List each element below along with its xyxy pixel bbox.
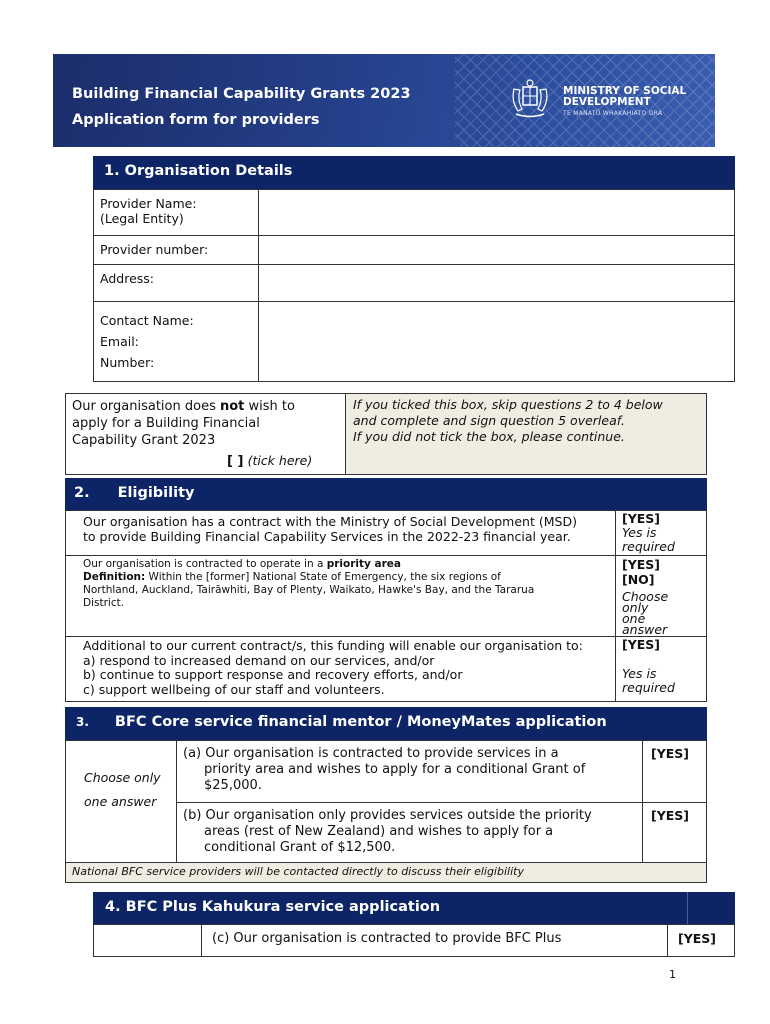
ministry-logo-text: MINISTRY OF SOCIAL DEVELOPMENT: [563, 85, 687, 108]
option-c-yes[interactable]: [YES]: [668, 925, 735, 957]
contact-field[interactable]: [259, 302, 735, 382]
option-a-yes[interactable]: [YES]: [643, 741, 707, 803]
provider-name-field[interactable]: [259, 190, 735, 236]
opt-out-box: [65, 393, 707, 475]
opt-out-statement: Our organisation does not wish to apply for a Building Financial Capability Grant 2023 [ ] (tick here): [66, 394, 346, 475]
eligibility-row-3-answer[interactable]: [YES] Yes is required: [616, 637, 707, 702]
page-number: 1: [669, 968, 676, 981]
section-1-header: 1. Organisation Details: [93, 156, 735, 189]
eligibility-row-2: Our organisation is contracted to operate in a priority area Definition: Within the [former] National State of Emergency, the six regions of Northland, Auckland, Tairāwhiti, Bay of Plenty, Waikato, Hawke's Bay, and the Tararua District.: [66, 556, 616, 637]
bfc-plus-table: [93, 924, 735, 957]
eligibility-row-1: Our organisation has a contract with the Ministry of Social Development (MSD) to provide Building Financial Capability Services in the 2022-23 financial year.: [66, 511, 616, 556]
coat-of-arms-icon: [508, 79, 552, 119]
section-4-header: 4. BFC Plus Kahukura service application: [93, 892, 735, 924]
address-field[interactable]: [259, 265, 735, 302]
address-label: Address:: [94, 265, 259, 302]
opt-out-note: If you ticked this box, skip questions 2 to 4 below and complete and sign question 5 overleaf. If you did not tick the box, please continue.: [346, 394, 707, 475]
provider-name-label: Provider Name: (Legal Entity): [94, 190, 259, 236]
core-service-table: [65, 740, 707, 883]
form-title: Building Financial Capability Grants 2023: [72, 86, 411, 102]
option-c: (c) Our organisation is contracted to provide BFC Plus: [202, 925, 668, 957]
form-subtitle: Application form for providers: [72, 112, 320, 128]
contact-labels: Contact Name: Email: Number:: [94, 302, 259, 382]
organisation-details-table: [93, 189, 735, 382]
provider-number-field[interactable]: [259, 236, 735, 265]
eligibility-row-3: Additional to our current contract/s, this funding will enable our organisation to: a) respond to increased demand on our services, and/or b) continue to support response and recovery efforts, and/or c) support wellbeing of our staff and volunteers.: [66, 637, 616, 702]
option-b-yes[interactable]: [YES]: [643, 803, 707, 863]
opt-out-checkbox[interactable]: [ ]: [227, 454, 244, 469]
tick-here-label: (tick here): [247, 453, 313, 468]
section-2-header: 2. Eligibility: [65, 478, 707, 510]
eligibility-table: [65, 510, 707, 702]
ministry-maori-name: TE MANATŪ WHAKAHIATO ORA: [563, 110, 663, 117]
section-3-header: 3. BFC Core service financial mentor / MoneyMates application: [65, 707, 707, 740]
header-banner: [53, 54, 715, 147]
eligibility-row-1-answer[interactable]: [YES] Yes is required: [616, 511, 707, 556]
provider-number-label: Provider number:: [94, 236, 259, 265]
bfc-plus-blank: [94, 925, 202, 957]
national-providers-footnote: National BFC service providers will be contacted directly to discuss their eligibility: [66, 863, 707, 883]
option-b: (b) Our organisation only provides services outside the priority areas (rest of New Zealand) and wishes to apply for a conditional Grant of $12,500.: [177, 803, 643, 863]
eligibility-row-2-answer[interactable]: [YES] [NO] Choose only one answer: [616, 556, 707, 637]
option-a: (a) Our organisation is contracted to provide services in a priority area and wishes to apply for a conditional Grant of $25,000.: [177, 741, 643, 803]
choose-one-note: Choose only one answer: [66, 741, 177, 863]
